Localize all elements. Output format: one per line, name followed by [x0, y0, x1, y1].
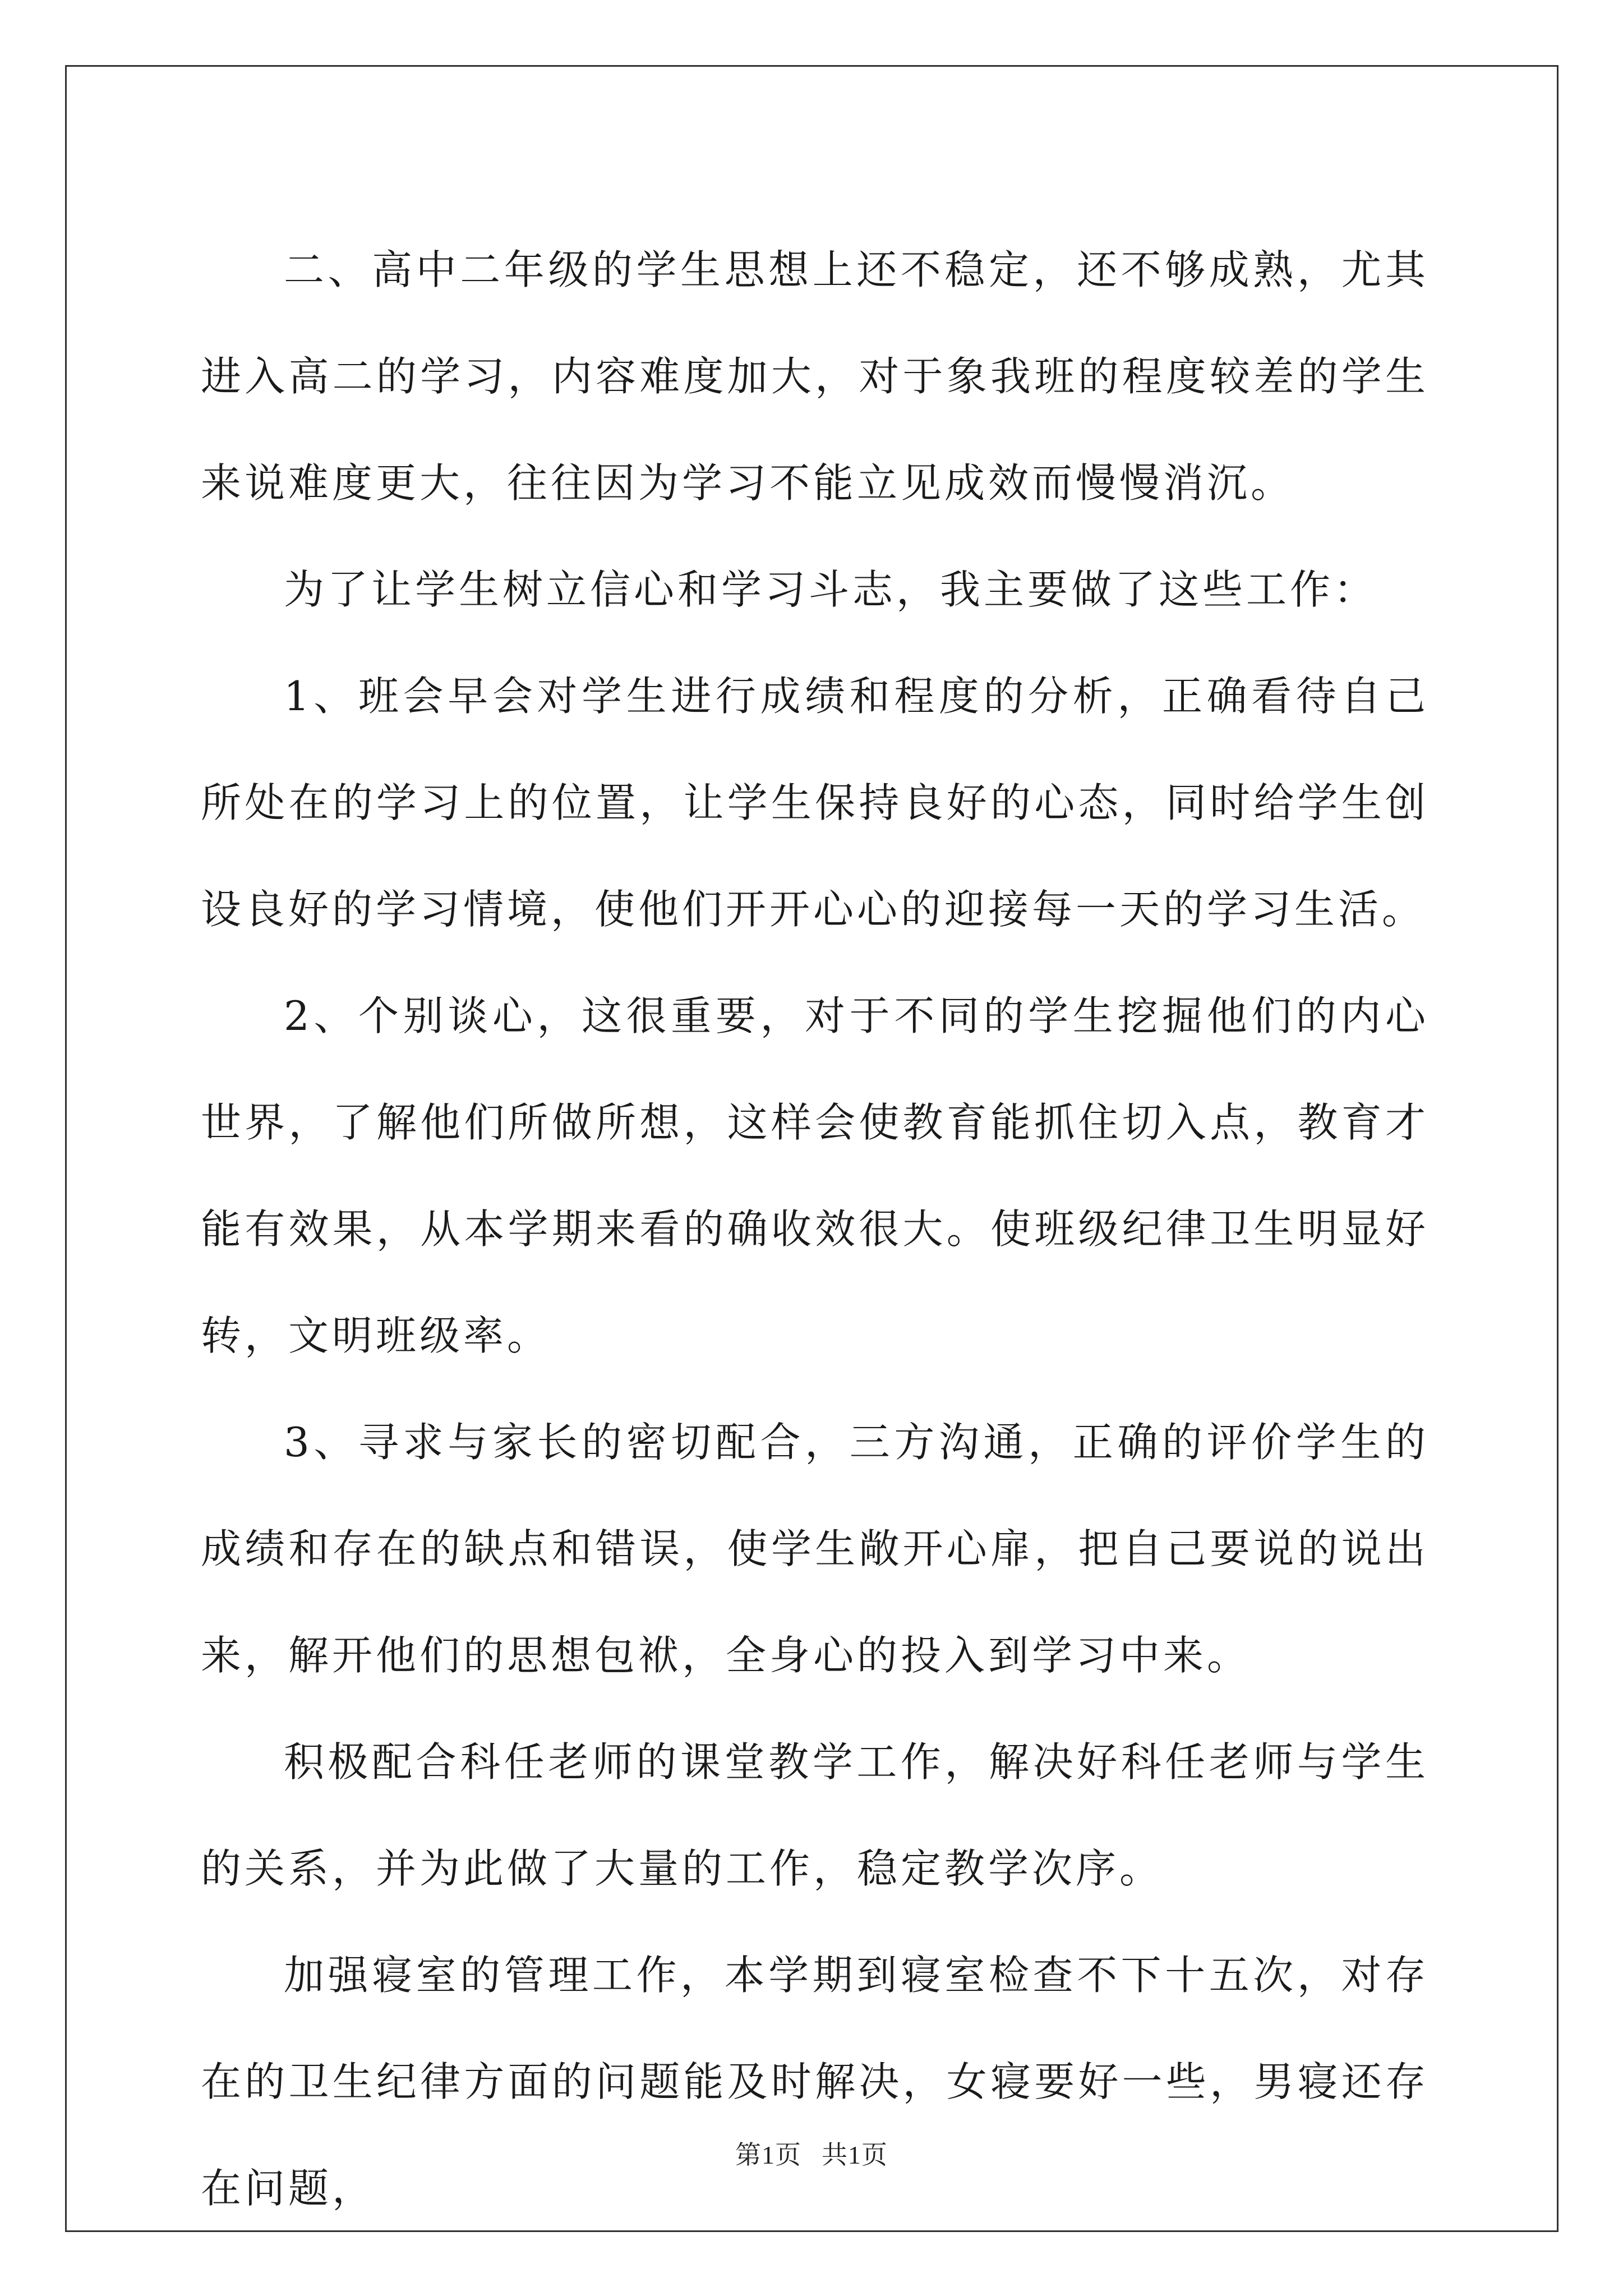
paragraph: 2、个别谈心，这很重要，对于不同的学生挖掘他们的内心世界，了解他们所做所想，这样会使教育能抓住切入点，教育才能有效果，从本学期来看的确收效很大。使班级纪律卫生明显好转，文明班级率。	[201, 992, 1429, 1359]
page-number: 第1页	[735, 2141, 801, 2169]
paragraph: 3、寻求与家长的密切配合，三方沟通，正确的评价学生的成绩和存在的缺点和错误，使学生敞开心扉，把自己要说的说出来，解开他们的思想包袱，全身心的投入到学习中来。	[201, 1419, 1429, 1679]
paragraph: 为了让学生树立信心和学习斗志，我主要做了这些工作：	[284, 566, 1378, 613]
page-footer	[0, 2134, 1623, 2171]
page-total: 共1页	[822, 2141, 888, 2169]
paragraph: 二、高中二年级的学生思想上还不稳定，还不够成熟，尤其进入高二的学习，内容难度加大，对于象我班的程度较差的学生来说难度更大，往往因为学习不能立见成效而慢慢消沉。	[201, 246, 1429, 507]
paragraph: 积极配合科任老师的课堂教学工作，解决好科任老师与学生的关系，并为此做了大量的工作，稳定教学次序。	[201, 1738, 1429, 1892]
paragraph: 加强寝室的管理工作，本学期到寝室检查不下十五次，对存在的卫生纪律方面的问题能及时解决，女寝要好一些，男寝还存在问题，	[201, 1952, 1429, 2212]
paragraph: 1、班会早会对学生进行成绩和程度的分析，正确看待自己所处在的学习上的位置，让学生保持良好的心态，同时给学生创设良好的学习情境，使他们开开心心的迎接每一天的学习生活。	[201, 673, 1429, 933]
document-body	[201, 217, 1429, 2242]
